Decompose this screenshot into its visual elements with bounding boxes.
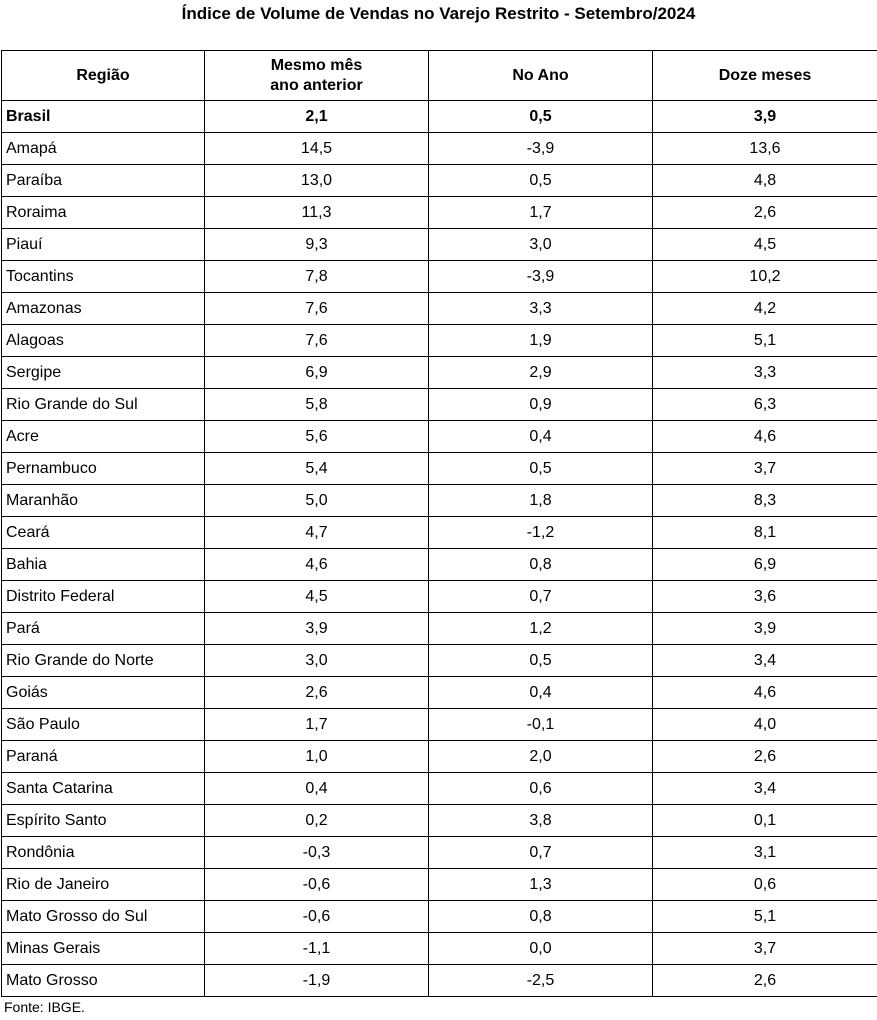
cell-region: Sergipe bbox=[2, 357, 205, 389]
cell-region: Rondônia bbox=[2, 837, 205, 869]
cell-year: -1,2 bbox=[429, 517, 653, 549]
cell-region: Pará bbox=[2, 613, 205, 645]
cell-region: Paraná bbox=[2, 741, 205, 773]
table-row bbox=[2, 101, 877, 133]
cell-region: Minas Gerais bbox=[2, 933, 205, 965]
cell-twelve-months: 3,7 bbox=[653, 933, 877, 965]
cell-year: 0,9 bbox=[429, 389, 653, 421]
table-row bbox=[2, 261, 877, 293]
cell-year: 1,2 bbox=[429, 613, 653, 645]
header-same-month: Mesmo mês ano anterior bbox=[205, 51, 429, 101]
table-row bbox=[2, 453, 877, 485]
table-row bbox=[2, 421, 877, 453]
cell-twelve-months: 3,9 bbox=[653, 613, 877, 645]
cell-year: 3,0 bbox=[429, 229, 653, 261]
cell-year: 0,8 bbox=[429, 901, 653, 933]
table-row bbox=[2, 485, 877, 517]
table-row bbox=[2, 933, 877, 965]
table-row bbox=[2, 325, 877, 357]
table-row bbox=[2, 357, 877, 389]
table-body bbox=[2, 101, 877, 997]
cell-same-month: 2,1 bbox=[205, 101, 429, 133]
cell-same-month: 5,8 bbox=[205, 389, 429, 421]
cell-same-month: 11,3 bbox=[205, 197, 429, 229]
cell-year: 0,6 bbox=[429, 773, 653, 805]
cell-same-month: 5,6 bbox=[205, 421, 429, 453]
cell-twelve-months: 4,5 bbox=[653, 229, 877, 261]
cell-region: Rio Grande do Norte bbox=[2, 645, 205, 677]
cell-same-month: -1,9 bbox=[205, 965, 429, 997]
table-row bbox=[2, 581, 877, 613]
cell-same-month: 4,7 bbox=[205, 517, 429, 549]
cell-year: -3,9 bbox=[429, 261, 653, 293]
cell-twelve-months: 10,2 bbox=[653, 261, 877, 293]
cell-twelve-months: 0,6 bbox=[653, 869, 877, 901]
cell-same-month: 0,4 bbox=[205, 773, 429, 805]
cell-year: 1,9 bbox=[429, 325, 653, 357]
cell-same-month: 5,4 bbox=[205, 453, 429, 485]
cell-region: Pernambuco bbox=[2, 453, 205, 485]
cell-twelve-months: 3,6 bbox=[653, 581, 877, 613]
table-title: Índice de Volume de Vendas no Varejo Restrito - Setembro/2024 bbox=[181, 4, 696, 23]
table-row bbox=[2, 645, 877, 677]
cell-same-month: -0,6 bbox=[205, 869, 429, 901]
cell-region: Rio de Janeiro bbox=[2, 869, 205, 901]
cell-year: 2,9 bbox=[429, 357, 653, 389]
cell-same-month: 7,6 bbox=[205, 325, 429, 357]
table-row bbox=[2, 677, 877, 709]
cell-region: São Paulo bbox=[2, 709, 205, 741]
retail-sales-table bbox=[1, 50, 877, 997]
cell-year: 3,3 bbox=[429, 293, 653, 325]
cell-twelve-months: 4,0 bbox=[653, 709, 877, 741]
cell-same-month: 0,2 bbox=[205, 805, 429, 837]
cell-year: 2,0 bbox=[429, 741, 653, 773]
cell-year: -2,5 bbox=[429, 965, 653, 997]
cell-year: 1,3 bbox=[429, 869, 653, 901]
cell-year: 0,4 bbox=[429, 421, 653, 453]
cell-twelve-months: 3,7 bbox=[653, 453, 877, 485]
table-row bbox=[2, 741, 877, 773]
table-row bbox=[2, 229, 877, 261]
cell-twelve-months: 5,1 bbox=[653, 325, 877, 357]
cell-same-month: -0,3 bbox=[205, 837, 429, 869]
cell-region: Goiás bbox=[2, 677, 205, 709]
header-year: No Ano bbox=[429, 51, 653, 101]
cell-year: 0,8 bbox=[429, 549, 653, 581]
cell-same-month: -1,1 bbox=[205, 933, 429, 965]
header-region: Região bbox=[2, 51, 205, 101]
cell-year: 0,0 bbox=[429, 933, 653, 965]
cell-twelve-months: 4,2 bbox=[653, 293, 877, 325]
cell-region: Amapá bbox=[2, 133, 205, 165]
table-row bbox=[2, 165, 877, 197]
cell-year: 1,7 bbox=[429, 197, 653, 229]
table-row bbox=[2, 837, 877, 869]
cell-same-month: 3,9 bbox=[205, 613, 429, 645]
cell-twelve-months: 3,1 bbox=[653, 837, 877, 869]
cell-same-month: 13,0 bbox=[205, 165, 429, 197]
cell-year: 3,8 bbox=[429, 805, 653, 837]
table-row bbox=[2, 869, 877, 901]
cell-region: Acre bbox=[2, 421, 205, 453]
cell-twelve-months: 2,6 bbox=[653, 197, 877, 229]
cell-twelve-months: 3,9 bbox=[653, 101, 877, 133]
cell-region: Ceará bbox=[2, 517, 205, 549]
table-row bbox=[2, 709, 877, 741]
cell-year: 0,7 bbox=[429, 837, 653, 869]
cell-twelve-months: 4,6 bbox=[653, 677, 877, 709]
cell-region: Mato Grosso do Sul bbox=[2, 901, 205, 933]
cell-same-month: -0,6 bbox=[205, 901, 429, 933]
cell-region: Paraíba bbox=[2, 165, 205, 197]
cell-twelve-months: 2,6 bbox=[653, 965, 877, 997]
table-row bbox=[2, 613, 877, 645]
table-row bbox=[2, 517, 877, 549]
table-row bbox=[2, 965, 877, 997]
cell-same-month: 3,0 bbox=[205, 645, 429, 677]
cell-twelve-months: 4,6 bbox=[653, 421, 877, 453]
cell-year: -0,1 bbox=[429, 709, 653, 741]
cell-region: Distrito Federal bbox=[2, 581, 205, 613]
cell-same-month: 2,6 bbox=[205, 677, 429, 709]
table-row bbox=[2, 805, 877, 837]
table-row bbox=[2, 133, 877, 165]
table-row bbox=[2, 549, 877, 581]
cell-region: Bahia bbox=[2, 549, 205, 581]
cell-year: 0,4 bbox=[429, 677, 653, 709]
cell-same-month: 7,8 bbox=[205, 261, 429, 293]
cell-region: Espírito Santo bbox=[2, 805, 205, 837]
cell-same-month: 6,9 bbox=[205, 357, 429, 389]
cell-twelve-months: 6,3 bbox=[653, 389, 877, 421]
cell-twelve-months: 3,4 bbox=[653, 773, 877, 805]
table-row bbox=[2, 901, 877, 933]
cell-twelve-months: 8,1 bbox=[653, 517, 877, 549]
cell-same-month: 4,5 bbox=[205, 581, 429, 613]
cell-region: Tocantins bbox=[2, 261, 205, 293]
cell-twelve-months: 4,8 bbox=[653, 165, 877, 197]
source-note: Fonte: IBGE. bbox=[4, 999, 85, 1015]
cell-twelve-months: 8,3 bbox=[653, 485, 877, 517]
cell-year: 0,5 bbox=[429, 101, 653, 133]
cell-region: Alagoas bbox=[2, 325, 205, 357]
table-row bbox=[2, 197, 877, 229]
table-row bbox=[2, 389, 877, 421]
cell-region: Rio Grande do Sul bbox=[2, 389, 205, 421]
cell-year: 0,5 bbox=[429, 165, 653, 197]
cell-twelve-months: 3,3 bbox=[653, 357, 877, 389]
table-row bbox=[2, 293, 877, 325]
cell-same-month: 4,6 bbox=[205, 549, 429, 581]
cell-year: 0,5 bbox=[429, 645, 653, 677]
header-row bbox=[2, 51, 877, 101]
cell-twelve-months: 3,4 bbox=[653, 645, 877, 677]
cell-region: Piauí bbox=[2, 229, 205, 261]
cell-year: 0,5 bbox=[429, 453, 653, 485]
cell-region: Brasil bbox=[2, 101, 205, 133]
cell-region: Santa Catarina bbox=[2, 773, 205, 805]
cell-year: -3,9 bbox=[429, 133, 653, 165]
cell-region: Maranhão bbox=[2, 485, 205, 517]
cell-region: Roraima bbox=[2, 197, 205, 229]
cell-year: 1,8 bbox=[429, 485, 653, 517]
cell-twelve-months: 2,6 bbox=[653, 741, 877, 773]
cell-same-month: 1,0 bbox=[205, 741, 429, 773]
table-row bbox=[2, 773, 877, 805]
cell-same-month: 9,3 bbox=[205, 229, 429, 261]
cell-twelve-months: 6,9 bbox=[653, 549, 877, 581]
cell-region: Amazonas bbox=[2, 293, 205, 325]
cell-twelve-months: 5,1 bbox=[653, 901, 877, 933]
cell-year: 0,7 bbox=[429, 581, 653, 613]
cell-twelve-months: 13,6 bbox=[653, 133, 877, 165]
cell-region: Mato Grosso bbox=[2, 965, 205, 997]
cell-twelve-months: 0,1 bbox=[653, 805, 877, 837]
cell-same-month: 7,6 bbox=[205, 293, 429, 325]
header-twelve-months: Doze meses bbox=[653, 51, 877, 101]
cell-same-month: 14,5 bbox=[205, 133, 429, 165]
cell-same-month: 5,0 bbox=[205, 485, 429, 517]
cell-same-month: 1,7 bbox=[205, 709, 429, 741]
